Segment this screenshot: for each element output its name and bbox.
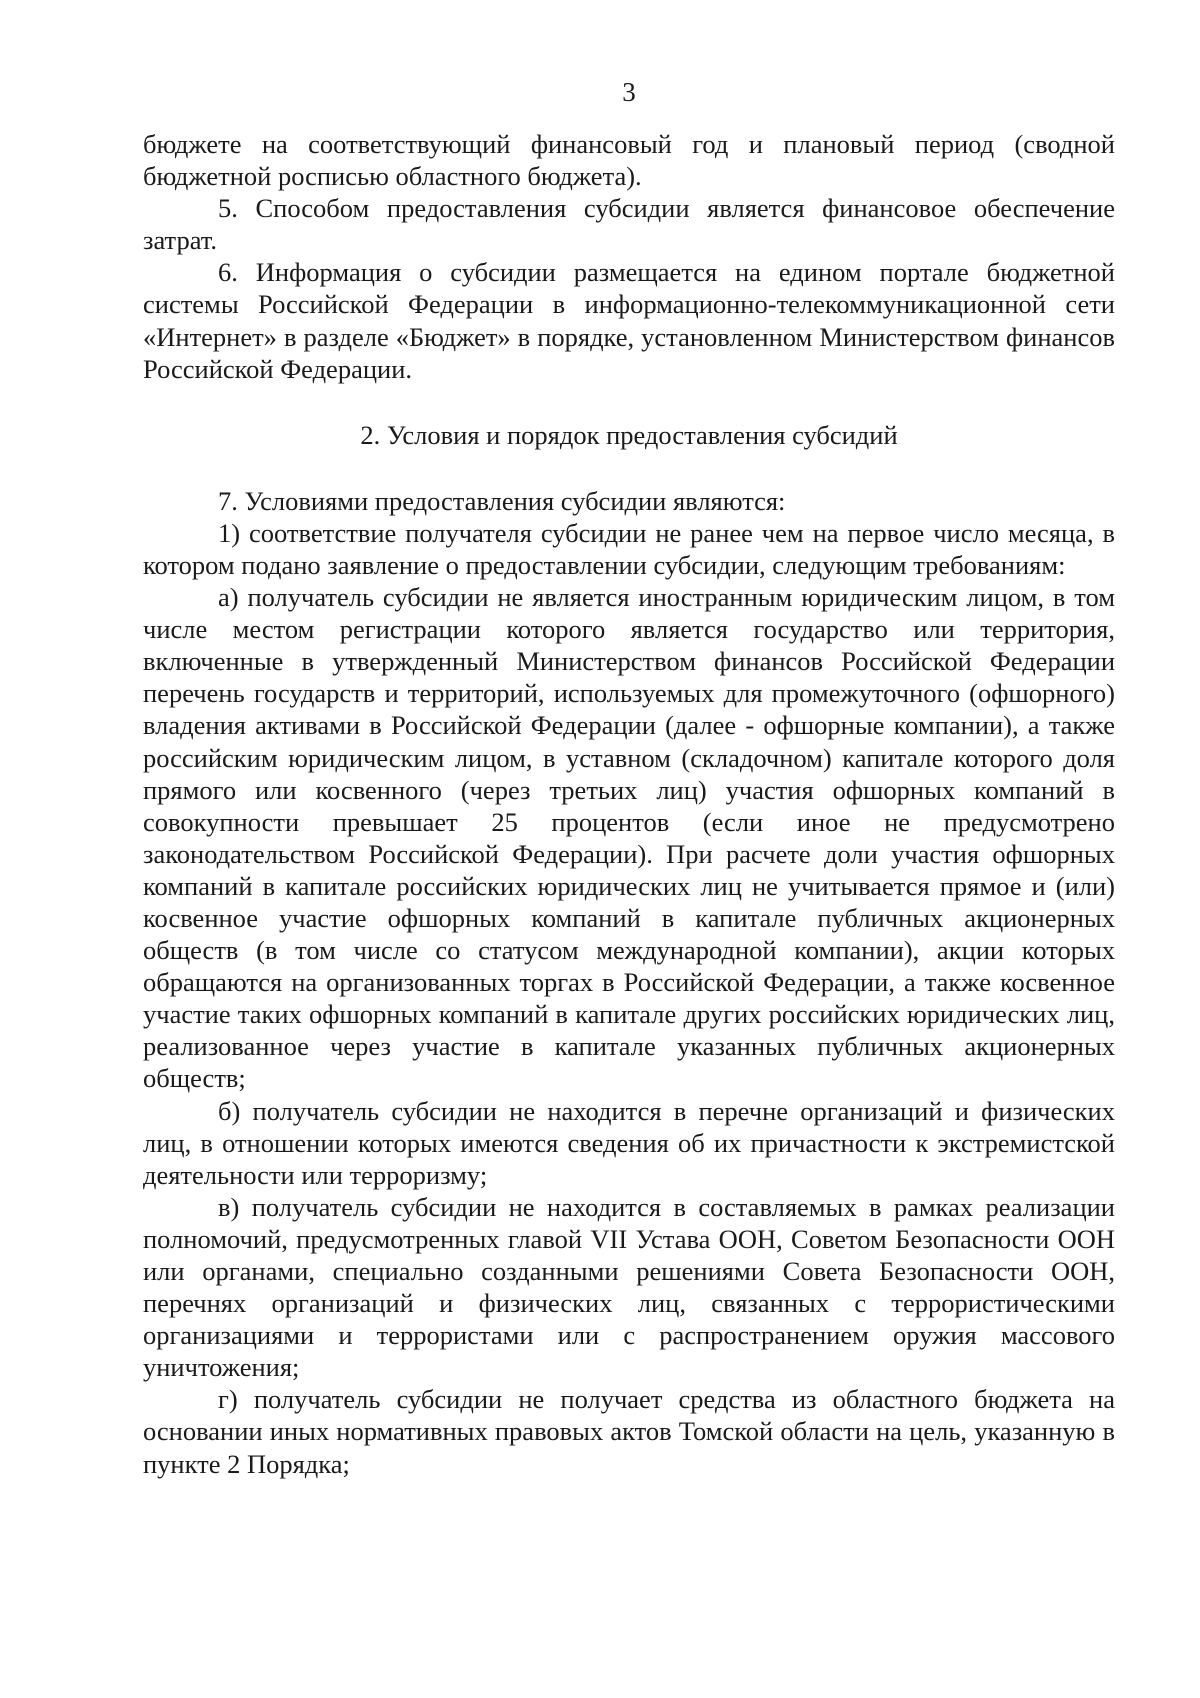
paragraph-continuation: бюджете на соответствующий финансовый год и плановый период (сводной бюджетной росписью областного бюджета). bbox=[143, 129, 1115, 192]
paragraph-item-7-1-g: г) получатель субсидии не получает средства из областного бюджета на основании иных нормативных правовых актов Томской области на цель, указанную в пункте 2 Порядка; bbox=[143, 1384, 1115, 1479]
paragraph-item-7-1: 1) соответствие получателя субсидии не ранее чем на первое число месяца, в котором подано заявление о предоставлении субсидии, следующим требованиям: bbox=[143, 517, 1115, 580]
paragraph-item-5: 5. Способом предоставления субсидии является финансовое обеспечение затрат. bbox=[143, 193, 1115, 256]
document-body bbox=[143, 128, 1115, 1480]
paragraph-item-6: 6. Информация о субсидии размещается на едином портале бюджетной системы Российской Федерации в информационно-телекоммуникационной сети «Интернет» в разделе «Бюджет» в порядке, установленном Министерством финансов Российской Федерации. bbox=[143, 257, 1115, 384]
paragraph-item-7-1-b: б) получатель субсидии не находится в перечне организаций и физических лиц, в отношении которых имеются сведения об их причастности к экстремистской деятельности или терроризму; bbox=[143, 1095, 1115, 1190]
paragraph-item-7: 7. Условиями предоставления субсидии являются: bbox=[218, 485, 786, 516]
paragraph-item-7-1-a: а) получатель субсидии не является иностранным юридическим лицом, в том числе местом регистрации которого является государство или территория, включенные в утвержденный Министерством финансов Российской Федерации перечень государств и территорий, используемых для промежуточного (офшорного) владения активами в Российской Федерации (далее - офшорные компании), а также российским юридическим лицом, в уставном (складочном) капитале которого доля прямого или косвенного (через третьих лиц) участия офшорных компаний в совокупности превышает 25 процентов (если иное не предусмотрено законодательством Российской Федерации). При расчете доли участия офшорных компаний в капитале российских юридических лиц не учитывается прямое и (или) косвенное участие офшорных компаний в капитале публичных акционерных обществ (в том числе со статусом международной компании), акции которых обращаются на организованных торгах в Российской Федерации, а также косвенное участие таких офшорных компаний в капитале других российских юридических лиц, реализованное через участие в капитале указанных публичных акционерных обществ; bbox=[143, 582, 1115, 1094]
page-number: 3 bbox=[622, 77, 636, 107]
section-heading: 2. Условия и порядок предоставления субсидий bbox=[360, 419, 898, 450]
paragraph-item-7-1-v: в) получатель субсидии не находится в составляемых в рамках реализации полномочий, предусмотренных главой VII Устава ООН, Советом Безопасности ООН или органами, специально созданными решениями Совета Безопасности ООН, перечнях организаций и физических лиц, связанных с террористическими организациями и террористами или с распространением оружия массового уничтожения; bbox=[143, 1191, 1115, 1383]
